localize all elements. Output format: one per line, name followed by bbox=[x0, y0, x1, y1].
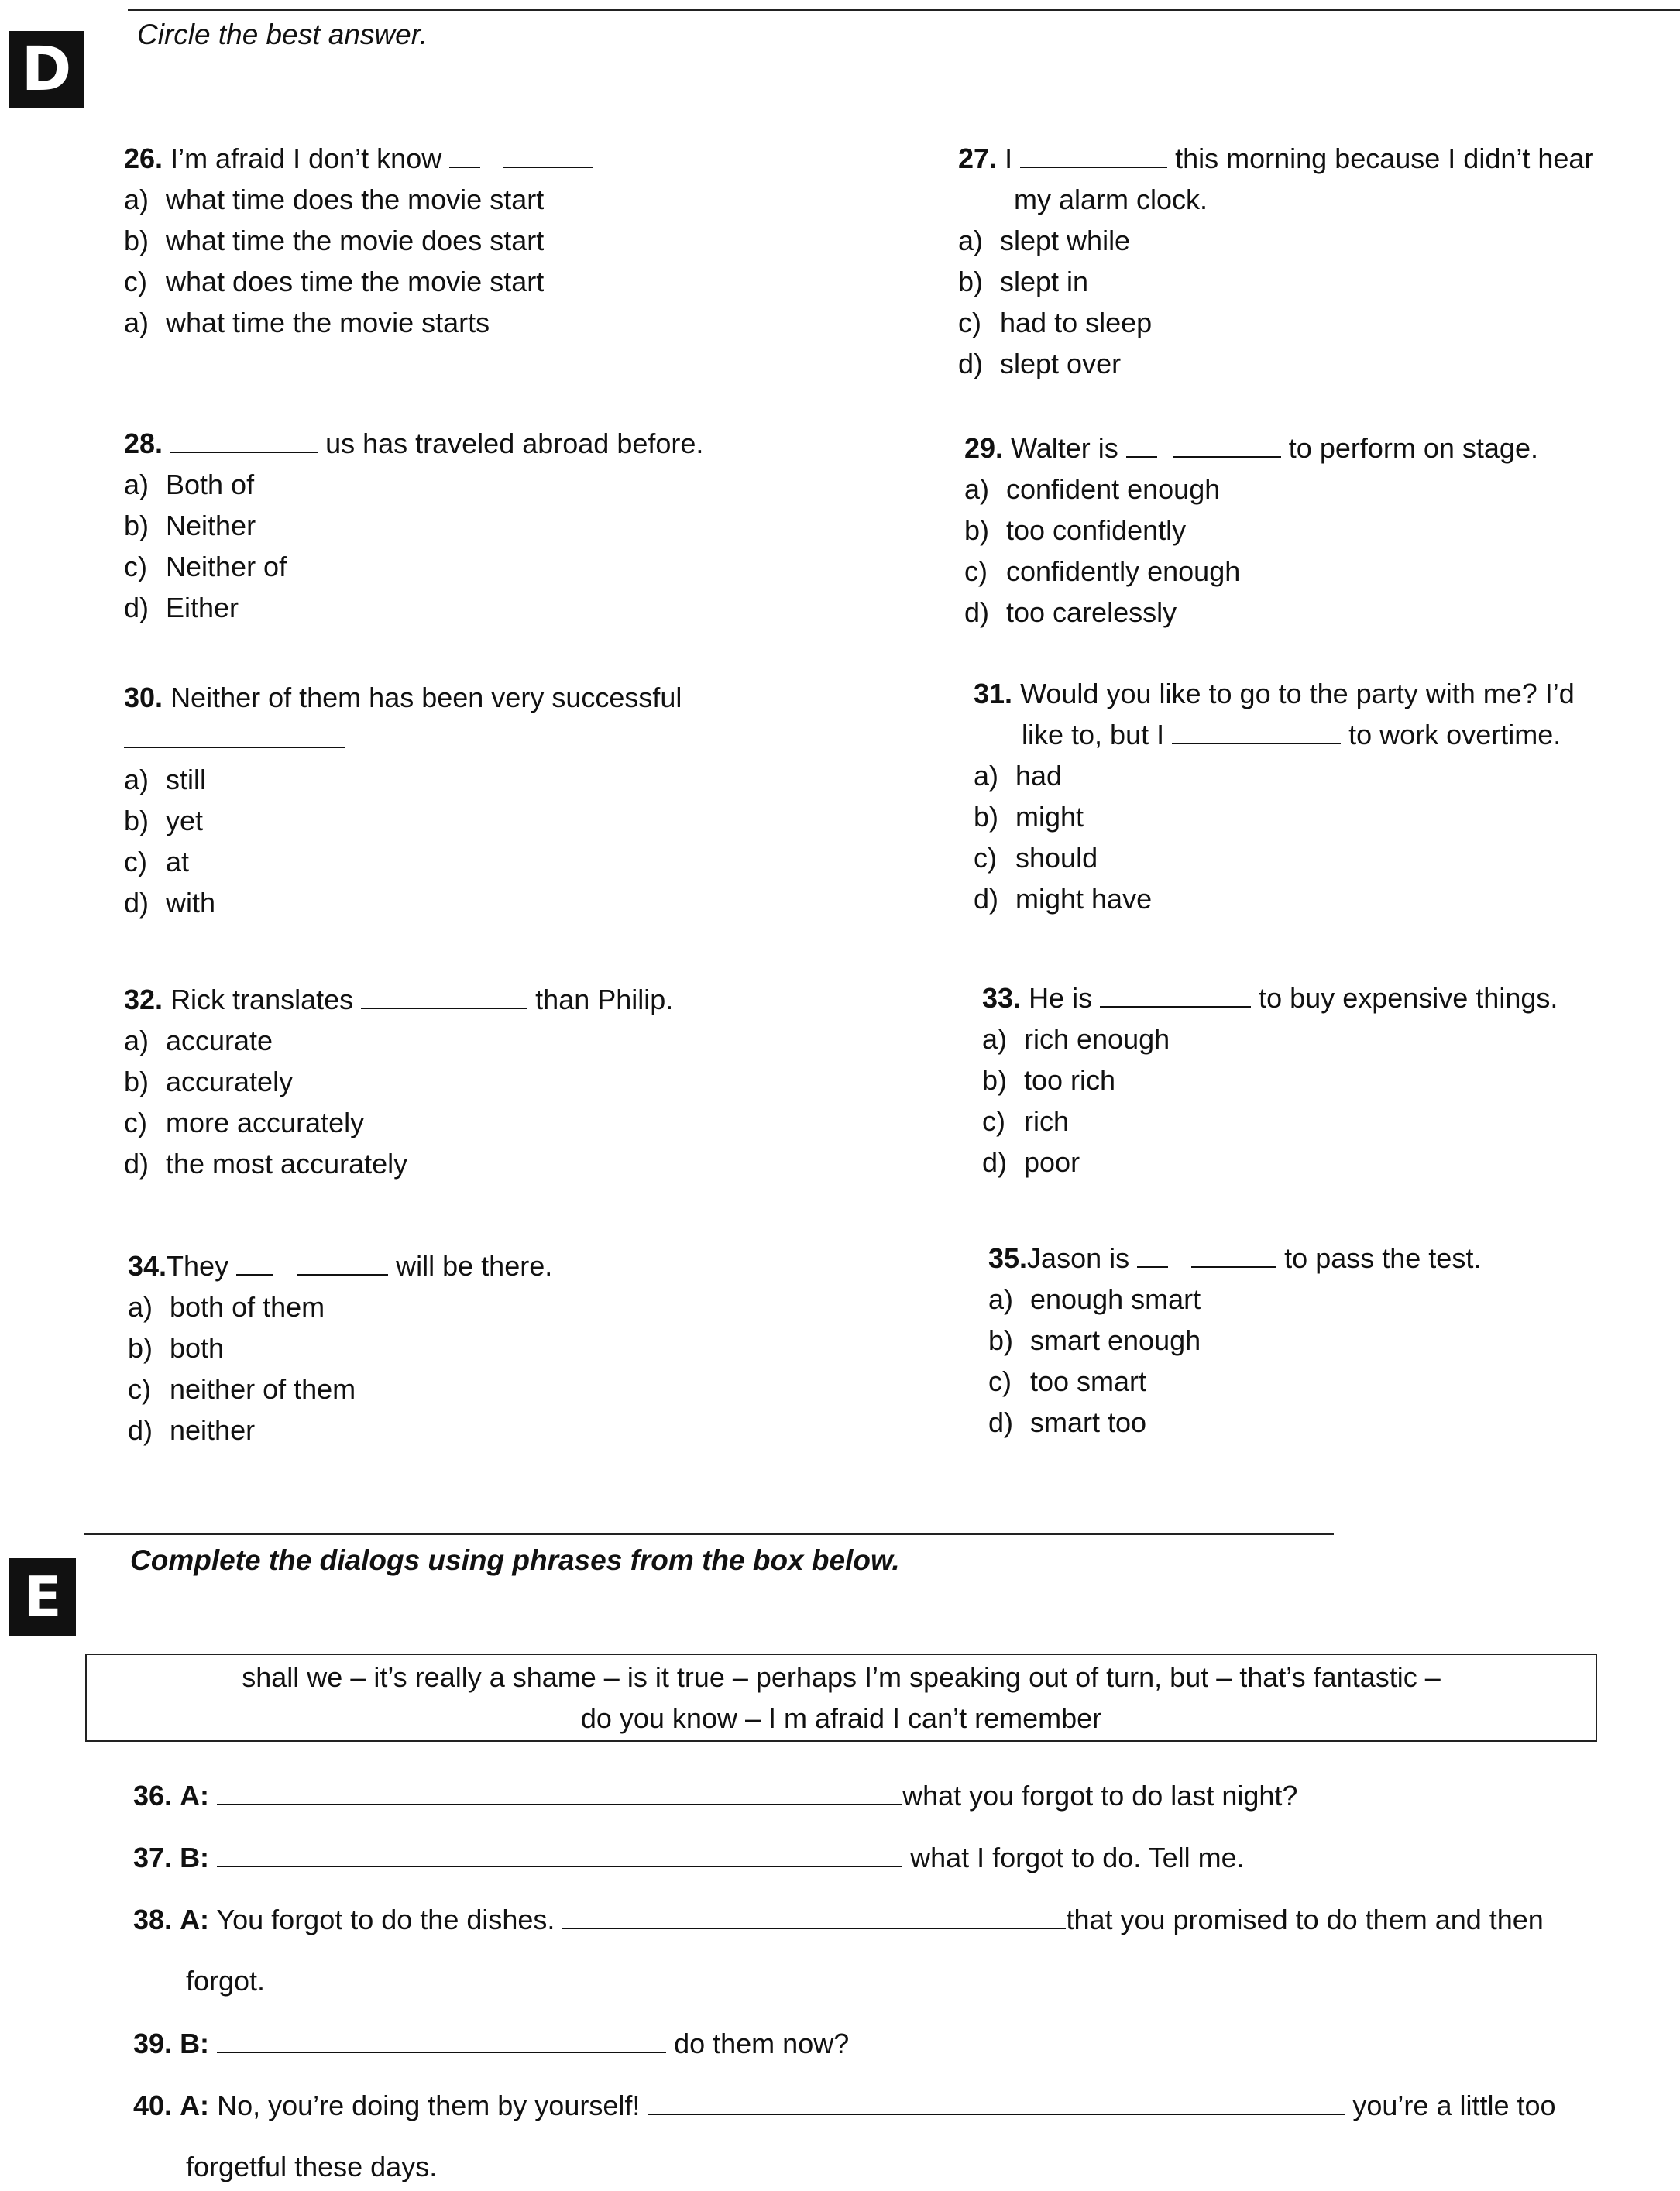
option-c[interactable]: c) at bbox=[124, 846, 190, 877]
dialog-number: 39. bbox=[133, 2028, 173, 2059]
answer-blank[interactable] bbox=[170, 428, 318, 453]
answer-blank[interactable] bbox=[236, 1251, 273, 1276]
dialog-38-cont: forgot. bbox=[186, 1965, 266, 1997]
question-text: to buy expensive things. bbox=[1259, 982, 1558, 1014]
option-a[interactable]: a) had bbox=[974, 760, 1063, 792]
answer-blank[interactable] bbox=[1172, 719, 1341, 744]
phrase-box-line-1: shall we – it’s really a shame – is it true – perhaps I’m speaking out of turn, but – that’s fantastic – bbox=[242, 1661, 1441, 1693]
question-text: I bbox=[1005, 143, 1013, 174]
answer-blank[interactable] bbox=[503, 143, 593, 168]
question-number: 27. bbox=[958, 143, 998, 174]
option-c[interactable]: c) Neither of bbox=[124, 551, 287, 582]
option-d[interactable]: d) poor bbox=[982, 1146, 1080, 1178]
option-d[interactable]: d) with bbox=[124, 887, 216, 919]
option-a[interactable]: a) slept while bbox=[958, 225, 1131, 256]
question-text: He is bbox=[1029, 982, 1093, 1014]
option-b[interactable]: b) what time the movie does start bbox=[124, 225, 545, 256]
option-c[interactable]: c) neither of them bbox=[128, 1373, 356, 1405]
answer-blank[interactable] bbox=[648, 2090, 1345, 2115]
option-b[interactable]: b) yet bbox=[124, 805, 204, 836]
question-text: Walter is bbox=[1011, 432, 1118, 464]
dialog-text: No, you’re doing them by yourself! bbox=[217, 2090, 641, 2121]
question-number: 29. bbox=[964, 432, 1004, 464]
answer-blank[interactable] bbox=[217, 1842, 902, 1867]
dialog-text: what you forgot to do last night? bbox=[902, 1780, 1298, 1812]
option-d[interactable]: d) Either bbox=[124, 592, 239, 623]
answer-blank[interactable] bbox=[1137, 1243, 1168, 1268]
answer-blank[interactable] bbox=[124, 728, 345, 748]
question-text: this morning because I didn’t hear bbox=[1175, 143, 1594, 174]
option-b[interactable]: b) accurately bbox=[124, 1066, 294, 1097]
option-c[interactable]: c) should bbox=[974, 842, 1098, 874]
option-b[interactable]: b) too confidently bbox=[964, 514, 1187, 546]
question-26 bbox=[124, 138, 593, 343]
speaker: A: bbox=[180, 1780, 210, 1812]
question-text: Neither of them has been very successful bbox=[170, 682, 682, 713]
option-b[interactable]: b) smart enough bbox=[988, 1324, 1201, 1356]
option-d[interactable]: d) the most accurately bbox=[124, 1148, 408, 1180]
option-d[interactable]: d) too carelessly bbox=[964, 596, 1177, 628]
question-35 bbox=[988, 1238, 1481, 1443]
option-a[interactable]: a) what time does the movie start bbox=[124, 184, 545, 215]
speaker: A: bbox=[180, 2090, 210, 2121]
question-number: 30. bbox=[124, 682, 163, 713]
question-27 bbox=[958, 138, 1593, 384]
question-34 bbox=[128, 1245, 552, 1451]
question-text-cont: my alarm clock. bbox=[1014, 184, 1208, 215]
dialog-text: you’re a little too bbox=[1352, 2090, 1556, 2121]
question-text-cont: to work overtime. bbox=[1348, 719, 1561, 750]
question-text: I’m afraid I don’t know bbox=[170, 143, 442, 174]
question-text: Would you like to go to the party with me? I’d bbox=[1020, 678, 1575, 709]
question-32 bbox=[124, 979, 673, 1184]
section-e-top-rule bbox=[84, 1533, 1334, 1535]
option-c[interactable]: c) rich bbox=[982, 1105, 1070, 1137]
answer-blank[interactable] bbox=[217, 2028, 666, 2053]
answer-blank[interactable] bbox=[562, 1904, 1066, 1929]
option-a[interactable]: a) both of them bbox=[128, 1291, 325, 1323]
option-d[interactable]: d) slept over bbox=[958, 348, 1122, 379]
dialog-39 bbox=[133, 2028, 849, 2060]
option-b[interactable]: b) might bbox=[974, 801, 1084, 833]
section-d-badge: D bbox=[9, 31, 84, 108]
section-d-instruction: Circle the best answer. bbox=[137, 19, 428, 50]
question-28 bbox=[124, 423, 703, 628]
option-d[interactable]: d) neither bbox=[128, 1414, 256, 1446]
question-number: 32. bbox=[124, 984, 163, 1015]
question-text-cont: like to, but I bbox=[1022, 719, 1165, 750]
dialog-number: 38. bbox=[133, 1904, 173, 1935]
option-c[interactable]: c) more accurately bbox=[124, 1107, 365, 1138]
phrase-box bbox=[85, 1654, 1597, 1742]
dialog-text: do them now? bbox=[674, 2028, 850, 2059]
option-a[interactable]: a) enough smart bbox=[988, 1283, 1201, 1315]
dialog-text: that you promised to do them and then bbox=[1066, 1904, 1544, 1935]
dialog-text: You forgot to do the dishes. bbox=[216, 1904, 555, 1935]
option-b[interactable]: b) slept in bbox=[958, 266, 1089, 297]
option-b[interactable]: b) both bbox=[128, 1332, 225, 1364]
section-e-instruction: Complete the dialogs using phrases from the box below. bbox=[130, 1544, 900, 1576]
option-a[interactable]: a) rich enough bbox=[982, 1023, 1170, 1055]
option-c[interactable]: c) confidently enough bbox=[964, 555, 1241, 587]
question-number: 34. bbox=[128, 1250, 167, 1282]
question-number: 28. bbox=[124, 428, 163, 459]
question-number: 31. bbox=[974, 678, 1013, 709]
answer-blank[interactable] bbox=[1020, 143, 1167, 168]
phrase-box-line-2: do you know – I m afraid I can’t remember bbox=[580, 1702, 1102, 1734]
answer-blank[interactable] bbox=[1100, 983, 1251, 1008]
question-number: 33. bbox=[982, 982, 1022, 1014]
question-text: us has traveled abroad before. bbox=[325, 428, 704, 459]
option-b[interactable]: b) Neither bbox=[124, 510, 256, 541]
question-text: than Philip. bbox=[535, 984, 674, 1015]
option-b[interactable]: b) too rich bbox=[982, 1064, 1116, 1096]
question-text: to perform on stage. bbox=[1288, 432, 1538, 464]
answer-blank[interactable] bbox=[1173, 433, 1281, 458]
question-30 bbox=[124, 677, 682, 923]
question-33 bbox=[982, 977, 1558, 1183]
section-d-top-rule bbox=[128, 9, 1680, 11]
option-d[interactable]: d) might have bbox=[974, 883, 1153, 915]
dialog-number: 37. bbox=[133, 1842, 173, 1873]
answer-blank[interactable] bbox=[1191, 1243, 1276, 1268]
option-a[interactable]: a) Both of bbox=[124, 469, 255, 500]
dialog-number: 40. bbox=[133, 2090, 173, 2121]
question-number: 35. bbox=[988, 1242, 1028, 1274]
option-d[interactable]: d) smart too bbox=[988, 1406, 1147, 1438]
answer-blank[interactable] bbox=[1126, 433, 1157, 458]
question-text: Jason is bbox=[1027, 1242, 1130, 1274]
option-c[interactable]: c) too smart bbox=[988, 1365, 1147, 1397]
speaker: B: bbox=[180, 1842, 210, 1873]
answer-blank[interactable] bbox=[297, 1251, 388, 1276]
dialog-40-cont: forgetful these days. bbox=[186, 2151, 438, 2182]
option-c[interactable]: c) had to sleep bbox=[958, 307, 1153, 338]
dialog-36 bbox=[133, 1780, 1297, 1812]
dialog-40 bbox=[133, 2090, 1556, 2122]
option-a[interactable]: a) accurate bbox=[124, 1025, 273, 1056]
question-29 bbox=[964, 428, 1538, 633]
speaker: B: bbox=[180, 2028, 210, 2059]
dialog-37 bbox=[133, 1842, 1245, 1874]
dialog-text: what I forgot to do. Tell me. bbox=[910, 1842, 1245, 1873]
dialog-number: 36. bbox=[133, 1780, 173, 1812]
option-a[interactable]: a) still bbox=[124, 764, 206, 795]
dialog-38 bbox=[133, 1904, 1544, 1936]
question-text: to pass the test. bbox=[1284, 1242, 1482, 1274]
speaker: A: bbox=[180, 1904, 210, 1935]
option-a[interactable]: a) confident enough bbox=[964, 473, 1221, 505]
answer-blank[interactable] bbox=[217, 1781, 902, 1805]
question-number: 26. bbox=[124, 143, 163, 174]
option-d[interactable]: a) what time the movie starts bbox=[124, 307, 490, 338]
answer-blank[interactable] bbox=[449, 143, 480, 168]
section-e-badge: E bbox=[9, 1558, 76, 1636]
answer-blank[interactable] bbox=[361, 984, 527, 1009]
question-text: will be there. bbox=[396, 1250, 553, 1282]
question-31 bbox=[974, 673, 1575, 919]
question-text: They bbox=[167, 1250, 229, 1282]
question-text: Rick translates bbox=[170, 984, 354, 1015]
option-c[interactable]: c) what does time the movie start bbox=[124, 266, 545, 297]
